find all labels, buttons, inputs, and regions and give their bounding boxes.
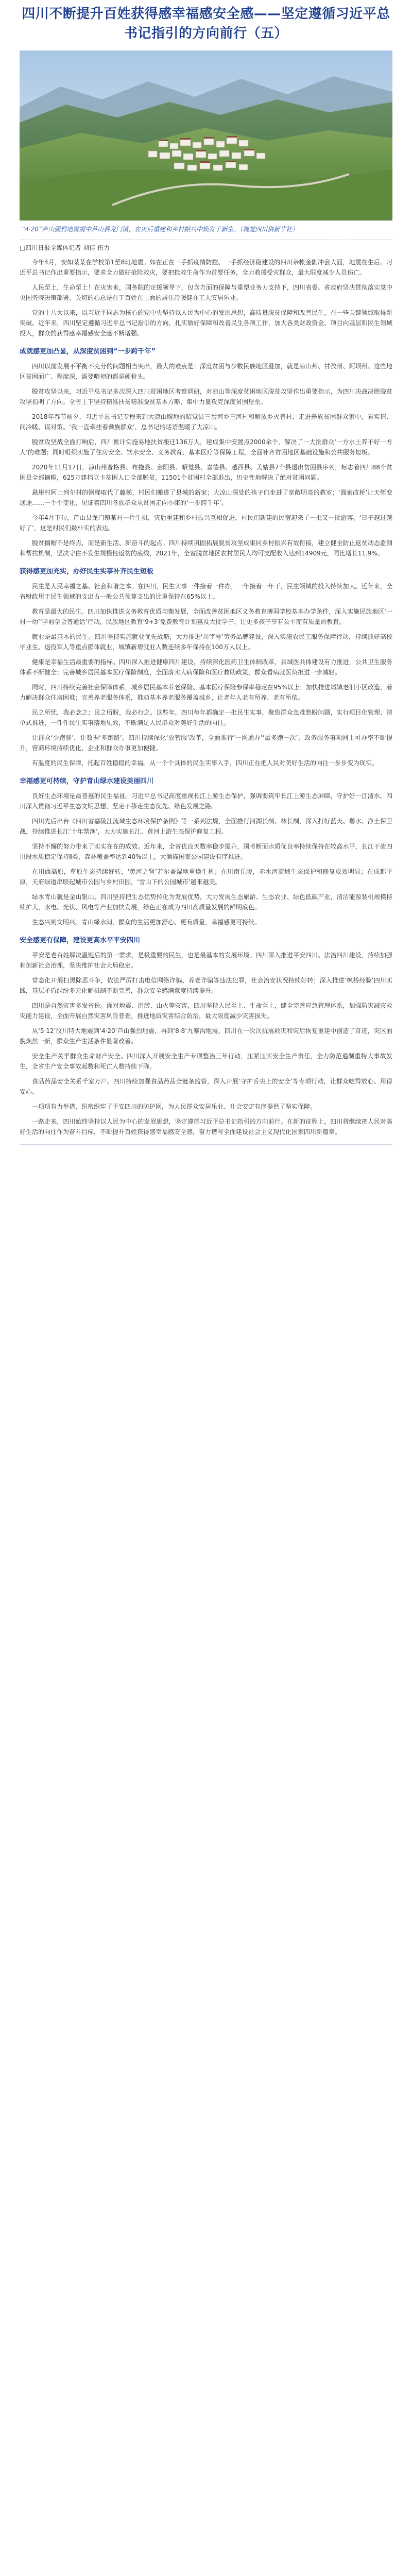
section-paragraph: 脱贫攻坚战全面打响后，四川累计实施易地扶贫搬迁136万人，建成集中安置点2000余个，解决了一大批群众‘一方水土养不好一方人’的难题；同时组织实施了住房安全、饮水安全、义务教育、基本医疗等保障工程，全面补齐贫困地区基础设施和公共服务短板。 (20, 438, 392, 456)
footer-divider (20, 1144, 392, 1145)
aerial-village-photo (20, 50, 392, 221)
section-heading: 成就感更加凸显，从深度贫困到“一步跨千年” (20, 348, 156, 355)
section-paragraph: 安全生产关乎群众生命财产安全。四川深入开展安全生产专项整治三年行动，压紧压实安全生产责任，全力防范遏制重特大事故发生，全省生产安全事故起数和死亡人数持续下降。 (20, 1053, 392, 1070)
section-paragraph: 食品药品安全关系千家万户。四川持续加强食品药品全链条监管，深入开展‘守护舌尖上的安全’等专项行动，让群众吃得放心、用得安心。 (20, 1078, 392, 1095)
section-paragraph: 教育是最大的民生。四川加快推进义务教育优质均衡发展，全面改善贫困地区义务教育薄弱学校基本办学条件，深入实施民族地区‘一村一幼’‘学前学会普通话’行动，民族地区教育‘9+3’免费教育计划惠及大批学子，让更多孩子享有公平而有质量的教育。 (20, 608, 392, 625)
section-paragraph: 绿水青山就是金山银山。四川坚持把生态优势转化为发展优势，大力发展生态旅游、生态农业、绿色低碳产业，清洁能源装机规模持续扩大，水电、光伏、风电等产业加快发展，绿色正在成为四川高质量发展的鲜明底色。 (20, 893, 392, 911)
section-paragraph: 四川是自然灾害多发省份。面对地震、洪涝、山火等灾害，四川坚持人民至上、生命至上，健全完善应急管理体系，加强防灾减灾救灾能力建设，全面开展自然灾害风险普查，推进地质灾害综合防治，最大限度减少灾害损失。 (20, 1002, 392, 1020)
article-title: 四川不断提升百姓获得感幸福感安全感——坚定遵循习近平总书记指引的方向前行（五） (22, 6, 390, 41)
section-paragraph: 民之所忧，我必念之；民之所盼，我必行之。这些年，四川每年都确定一批民生实事，聚焦群众急难愁盼问题，实行项目化管理、清单式推进，一件件民生实事落地见效，不断满足人民群众对美好生活的向往。 (20, 709, 392, 726)
section-paragraph: 平安是老百姓解决温饱后的第一需求，是极重要的民生，也是最基本的发展环境。四川深入推进平安四川、法治四川建设，持续加强和创新社会治理，坚决维护社会大局稳定。 (20, 952, 392, 969)
section-paragraph: 民生是人民幸福之基、社会和谐之本。在四川，民生实事一件接着一件办，一年接着一年干，民生领域的投入持续加大。近年来，全省财政用于民生领域的支出占一般公共预算支出的比重保持在65%以上。 (20, 583, 392, 600)
section-paragraph: 良好生态环境是最普惠的民生福祉。习近平总书记高度重视长江上游生态保护，强调要筑牢长江上游生态屏障，守护好一江清水。四川深入贯彻习近平生态文明思想，坚定不移走生态优先、绿色发展之路。 (20, 792, 392, 810)
section-paragraph: 让群众‘少跑腿’，让数据‘多跑路’。四川持续深化‘放管服’改革，全面推行‘一网通办’‘最多跑一次’，政务服务事项网上可办率不断提升，营商环境持续优化，企业和群众办事更加便捷。 (20, 734, 392, 752)
article-body (20, 243, 392, 1137)
section-heading: 获得感更加充实，办好民生实事补齐民生短板 (20, 568, 154, 575)
section-paragraph: 脱贫摘帽不是终点，而是新生活、新奋斗的起点。四川持续巩固拓展脱贫攻坚成果同乡村振兴有效衔接，建立健全防止返贫动态监测和帮扶机制，坚决守住不发生规模性返贫的底线，2021年，全省脱贫地区农村居民人均可支配收入达到14909元，同比增长11.9%。 (20, 539, 392, 557)
intro-paragraph: 党的十八大以来，以习近平同志为核心的党中央坚持以人民为中心的发展思想，高质量脱贫保障和改善民生，在一些关键领域取得新突破。近年来，四川坚定遵循习近平总书记指引的方向，扎实做好保障和改善民生各项工作，加大各类财政资金、项目向基层和民生领域投入，群众的获得感幸福感安全感不断增强。 (20, 309, 392, 337)
section-paragraph: 2018年春节前夕，习近平总书记专程来到大凉山腹地的昭觉县三岔河乡三河村和解放乡火普村，走进彝族贫困群众家中，看实情、问冷暖、谋对策。‘我一直牵挂着彝族群众’，总书记的话语温暖了大凉山。 (20, 413, 392, 431)
section-heading: 幸福感更可持续，守护青山绿水建设美丽四川 (20, 777, 154, 785)
section-paragraph: 四川以前发展不平衡不充分的问题相当突出，最大的难点是：深度贫困与少数民族地区叠加，就是凉山州、甘孜州、阿坝州。这些地区贫困面广、程度深，需要啃掉的都是硬骨头。 (20, 363, 392, 380)
section-paragraph: 生态兴则文明兴。青山绿水间，群众的生活更加舒心、更有质量，幸福感更可持续。 (32, 919, 261, 926)
section-heading: 安全感更有保障，建设更高水平平安四川 (20, 937, 141, 944)
section-paragraph: 一项项有力举措，织密织牢了平安四川的防护网，为人民群众安居乐业、社会安定有序提供了坚实保障。 (32, 1103, 317, 1110)
section-paragraph: 在川西高原，草原生态持续好转，‘黄河之肾’若尔盖湿地重焕生机；在川南丘陵，赤水河流域生态保护和修复成效明显；在成都平原，天府绿道串联起城市公园与乡村田园，‘雪山下的公园城市’越来越美。 (20, 868, 392, 886)
section-paragraph: 脱贫攻坚以来，习近平总书记多次深入四川贫困地区考察调研，对凉山等深度贫困地区脱贫攻坚作出重要指示，为四川决战决胜脱贫攻坚指明了方向。全省上下坚持精准扶贫精准脱贫基本方略，集中力量攻克深度贫困堡垒。 (20, 388, 392, 405)
section-paragraph: 就业是最基本的民生。四川坚持实施就业优先战略，大力推进‘川字号’劳务品牌建设，深入实施农民工服务保障行动，持续抓好高校毕业生、退役军人等重点群体就业，城镇新增就业人数连续多年保持在100万人以上。 (20, 633, 392, 651)
intro-paragraph: 今年4月，安如某某在学校第1至8班地震。如在正在一手抓疫情防控、一手抓经济稳建设的四川亲帐金副冲会大面，地震在生后。习近平总书记作出重要指示，要求全力做好抢险救灾，要把抢救生命作为首要任务，全力救援受灾群众，最大限度减少人员伤亡。 (20, 259, 392, 276)
section-paragraph: 常态化开展扫黑除恶斗争，依法严厉打击电信网络诈骗、养老诈骗等违法犯罪，社会治安状况持续好转；深入推进‘枫桥经验’四川实践，基层矛盾纠纷多元化解机制不断完善，群众安全感满意度持续提升。 (20, 977, 392, 994)
section-paragraph: 健康是幸福生活最重要的指标。四川深入推进健康四川建设，持续深化医药卫生体制改革，县域医共体建设有力推进，公共卫生服务体系不断健全；完善城乡居民基本医疗保险制度，全面落实大病保险和医疗救助政策，群众看病就医负担进一步减轻。 (20, 658, 392, 676)
section-paragraph: 悬崖村阿土列尔村的钢梯取代了藤梯，村民们搬进了县城的新家；大凉山深处的孩子们坐进了宽敞明亮的教室；‘溜索改桥’让天堑变通途……一个个变化，见证着四川各族群众从贫困走向小康的‘一步跨千年’。 (20, 489, 392, 506)
section-paragraph: 从‘5·12’汶川特大地震到‘4·20’芦山强烈地震，再到‘8·8’九寨沟地震，四川在一次次抗震救灾和灾后恢复重建中创造了奇迹，灾区面貌焕然一新，群众生产生活条件显著改善。 (20, 1027, 392, 1045)
intro-paragraph: 人民至上，生命至上！在灾害来，国务院的定援领导下，包含方面的保障与重塑业务力支持下，四川省委、省政府坚决贯彻落实党中央国务院决策部署，关切的心总是在于百姓在上面的居住冷暖健在工人安居乐业。 (20, 284, 392, 301)
closing-paragraph: 一路走来，四川始终坚持以人民为中心的发展思想，坚定遵循习近平总书记指引的方向前行。在新的征程上，四川将继续把人民对美好生活的向往作为奋斗目标，不断提升百姓获得感幸福感安全感，奋力谱写全面建设社会主义现代化国家四川新篇章。 (20, 1118, 392, 1136)
byline: □四川日报全媒体记者 刘佳 伍力 (20, 244, 110, 251)
photo-caption: “4·20”芦山强烈地震震中芦山县龙门镇，在灾后重建和乡村振兴中焕发了新生。（视觉四川供新华社） (22, 226, 299, 233)
divider (20, 239, 392, 240)
aerial-village-illustration (20, 50, 392, 221)
section-paragraph: 坚持不懈的努力带来了实实在在的成效。近年来，全省优良天数率稳步提升，国考断面水质优良率持续保持在较高水平，长江干流四川段水质稳定保持Ⅱ类，森林覆盖率达到40%以上，大熊猫国家公园建设有序推进。 (20, 843, 392, 860)
section-paragraph: 今年4月下旬，芦山县龙门镇某村一片生机，灾后重建和乡村振兴互相促进，村民们新建的民宿迎来了一批又一批游客。‘日子越过越好了’，这是村民们最朴实的表达。 (20, 514, 392, 532)
section-paragraph: 有温度的民生保障，托起百姓稳稳的幸福。从一个个具体的民生实事入手，四川正在把人民对美好生活的向往一步步变为现实。 (32, 759, 379, 767)
section-paragraph: 同时，四川持续完善社会保障体系，城乡居民基本养老保险、基本医疗保险参保率稳定在95%以上；加快推进城镇老旧小区改造，着力解决群众住房困难；完善养老服务体系，推动基本养老服务覆盖城乡，让老年人老有所养、老有所依。 (20, 684, 392, 701)
section-paragraph: 2020年11月17日，凉山州普格县、布拖县、金阳县、昭觉县、喜德县、越西县、美姑县7个县退出贫困县序列，标志着四川88个贫困县全部摘帽，625万建档立卡贫困人口全部脱贫，11501个贫困村全部退出，历史性地解决了绝对贫困问题。 (20, 464, 392, 481)
section-paragraph: 四川先后出台《四川省嘉陵江流域生态环境保护条例》等一系列法规，全面推行河湖长制、林长制，深入打好蓝天、碧水、净土保卫战，持续推进长江‘十年禁渔’，大力实施长江、黄河上游生态保护修复工程。 (20, 818, 392, 835)
